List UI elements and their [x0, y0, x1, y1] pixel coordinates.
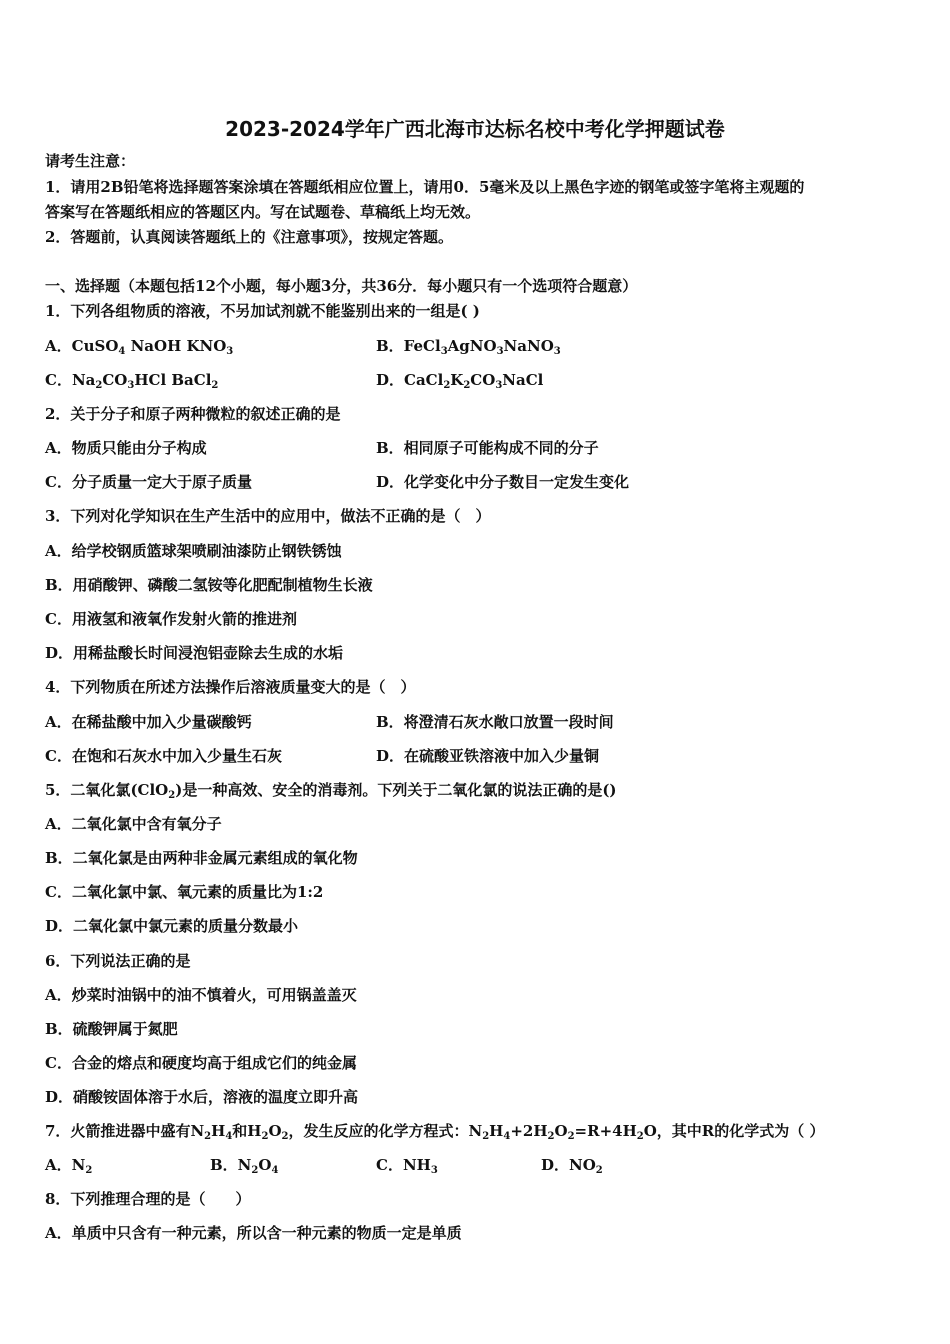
- q6-option-a: A．炒菜时油锅中的油不慎着火，可用锅盖盖灭: [45, 986, 357, 1004]
- q2-option-b: B．相同原子可能构成不同的分子: [376, 439, 599, 457]
- q3-option-b: B．用硝酸钾、磷酸二氢铵等化肥配制植物生长液: [45, 576, 373, 594]
- q4-option-c: C．在饱和石灰水中加入少量生石灰: [45, 747, 282, 765]
- q2-option-c: C．分子质量一定大于原子质量: [45, 473, 252, 491]
- q4-option-b: B．将澄清石灰水敞口放置一段时间: [376, 713, 614, 731]
- q5-stem: 5．二氧化氯(ClO$_2$)是一种高效、安全的消毒剂。下列关于二氧化氯的说法正确的是(): [45, 781, 617, 801]
- q1-option-b: B．FeCl$_3$AgNO$_3$NaNO$_3$: [376, 337, 561, 357]
- q5-option-b: B．二氧化氯是由两种非金属元素组成的氧化物: [45, 849, 358, 867]
- q1-option-d: D．$CaCl_2K_2CO_3NaCl$: [376, 371, 544, 391]
- q3-option-c: C．用液氢和液氧作发射火箭的推进剂: [45, 610, 297, 628]
- q3-option-a: A．给学校钢质篮球架喷刷油漆防止钢铁锈蚀: [45, 542, 342, 560]
- q2-option-d: D．化学变化中分子数目一定发生变化: [376, 473, 630, 491]
- notice-item2: 2．答题前，认真阅读答题纸上的《注意事项》，按规定答题。: [45, 228, 453, 246]
- q3-stem: 3．下列对化学知识在生产生活中的应用中，做法不正确的是（ ）: [45, 507, 491, 525]
- q4-stem: 4．下列物质在所述方法操作后溶液质量变大的是（ ）: [45, 678, 416, 696]
- q1-stem: 1．下列各组物质的溶液，不另加试剂就不能鉴别出来的一组是( ): [45, 302, 480, 320]
- q6-stem: 6．下列说法正确的是: [45, 952, 191, 970]
- exam-title: 2023-2024学年广西北海市达标名校中考化学押题试卷: [225, 117, 725, 141]
- q1-option-a: A．CuSO$_4$ NaOH $KNO_3$: [45, 337, 234, 357]
- section-heading: 一、选择题（本题包括12个小题，每小题3分，共36分．每小题只有一个选项符合题意）: [45, 277, 638, 295]
- q5-option-a: A．二氧化氯中含有氧分子: [45, 815, 222, 833]
- q1-option-c: C．$Na_2CO_3HCl$ BaCl$_2$: [45, 371, 219, 391]
- q7-option-b: B．$N_2O_4$: [210, 1156, 279, 1176]
- notice-item1-line2: 答案写在答题纸相应的答题区内。写在试题卷、草稿纸上均无效。: [45, 203, 481, 221]
- q2-stem: 2．关于分子和原子两种微粒的叙述正确的是: [45, 405, 341, 423]
- q8-option-a: A．单质中只含有一种元素，所以含一种元素的物质一定是单质: [45, 1224, 462, 1242]
- notice-heading: 请考生注意：: [45, 152, 136, 170]
- notice-item1-line1: 1．请用2B铅笔将选择题答案涂填在答题纸相应位置上，请用0．5毫米及以上黑色字迹的钢笔或签字笔将主观题的: [45, 178, 805, 196]
- q4-option-d: D．在硫酸亚铁溶液中加入少量铜: [376, 747, 600, 765]
- q5-option-c: C．二氧化氯中氯、氧元素的质量比为1:2: [45, 883, 324, 901]
- q7-stem: 7．火箭推进器中盛有$N_2H_4$和$H_2O_2$，发生反应的化学方程式：$N_2H_4+2H_2O_2=R+4H_2O$，其中R的化学式为（ ）: [45, 1122, 825, 1142]
- q8-stem: 8．下列推理合理的是（ ）: [45, 1190, 251, 1208]
- q2-option-a: A．物质只能由分子构成: [45, 439, 207, 457]
- q5-option-d: D．二氧化氯中氯元素的质量分数最小: [45, 917, 299, 935]
- q4-option-a: A．在稀盐酸中加入少量碳酸钙: [45, 713, 252, 731]
- q7-option-d: D．$NO_2$: [541, 1156, 603, 1176]
- q6-option-c: C．合金的熔点和硬度均高于组成它们的纯金属: [45, 1054, 357, 1072]
- q6-option-b: B．硫酸钾属于氮肥: [45, 1020, 178, 1038]
- q6-option-d: D．硝酸铵固体溶于水后，溶液的温度立即升高: [45, 1088, 359, 1106]
- q3-option-d: D．用稀盐酸长时间浸泡铝壶除去生成的水垢: [45, 644, 344, 662]
- q7-option-c: C．$NH_3$: [376, 1156, 438, 1176]
- q7-option-a: A．$N_2$: [45, 1156, 93, 1176]
